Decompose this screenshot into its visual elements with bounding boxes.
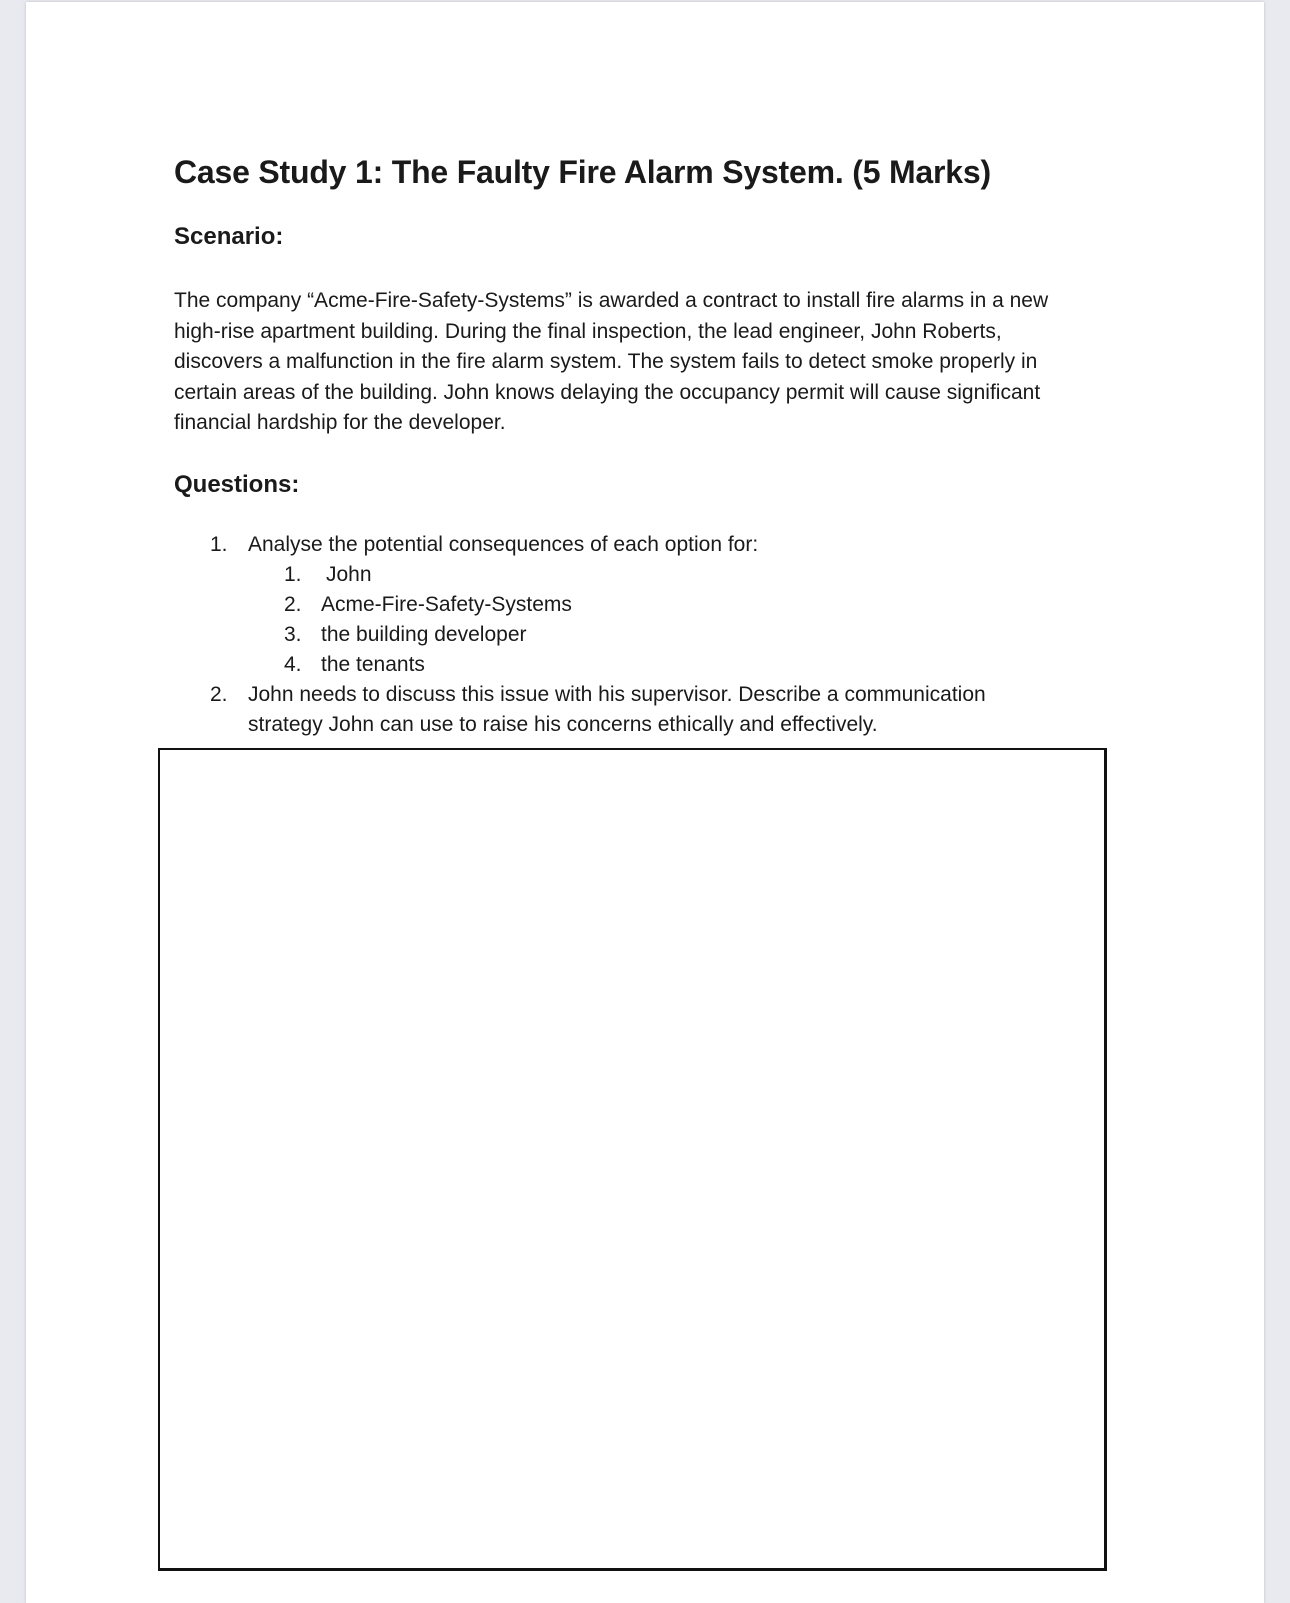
stakeholder-label: Acme-Fire-Safety-Systems (321, 592, 572, 616)
question-number: 2. (210, 682, 228, 706)
stakeholder-item-john (248, 560, 1094, 590)
questions-list (174, 530, 1094, 560)
stakeholder-item-company (248, 590, 1094, 620)
question-number: 1. (210, 532, 228, 556)
stakeholder-number: 4. (284, 652, 302, 676)
question-text: Analyse the potential consequences of each option for: (248, 532, 759, 556)
question-item-1 (174, 530, 1094, 560)
stakeholder-list (248, 560, 1094, 680)
stakeholder-number: 1. (284, 562, 302, 586)
stakeholder-item-tenants (248, 650, 1094, 680)
scenario-paragraph: The company “Acme-Fire-Safety-Systems” is awarded a contract to install fire alarms in a new high-rise apartment building. During the final inspection, the lead engineer, John Roberts, discovers a malfunction in the fire alarm system. The system fails to detect smoke properly in certain areas of the building. John knows delaying the occupancy permit will cause significant financial hardship for the developer. (174, 289, 1049, 434)
stakeholder-label: John (326, 562, 372, 586)
stakeholder-number: 3. (284, 622, 302, 646)
document-content (174, 152, 1094, 740)
questions-list-continued (174, 680, 1094, 740)
question-text: John needs to discuss this issue with his supervisor. Describe a communication strategy John can use to raise his concerns ethically and effectively. (248, 682, 986, 736)
scenario-heading: Scenario: (174, 223, 284, 250)
answer-box[interactable] (158, 748, 1107, 1571)
question-item-2 (174, 680, 1048, 740)
questions-heading: Questions: (174, 470, 300, 498)
document-page (26, 2, 1264, 1603)
stakeholder-item-developer (248, 620, 1094, 650)
stakeholder-label: the tenants (321, 652, 425, 676)
stakeholder-number: 2. (284, 592, 302, 616)
stakeholder-label: the building developer (321, 622, 527, 646)
case-study-title: Case Study 1: The Faulty Fire Alarm System. (5 Marks) (174, 154, 991, 190)
